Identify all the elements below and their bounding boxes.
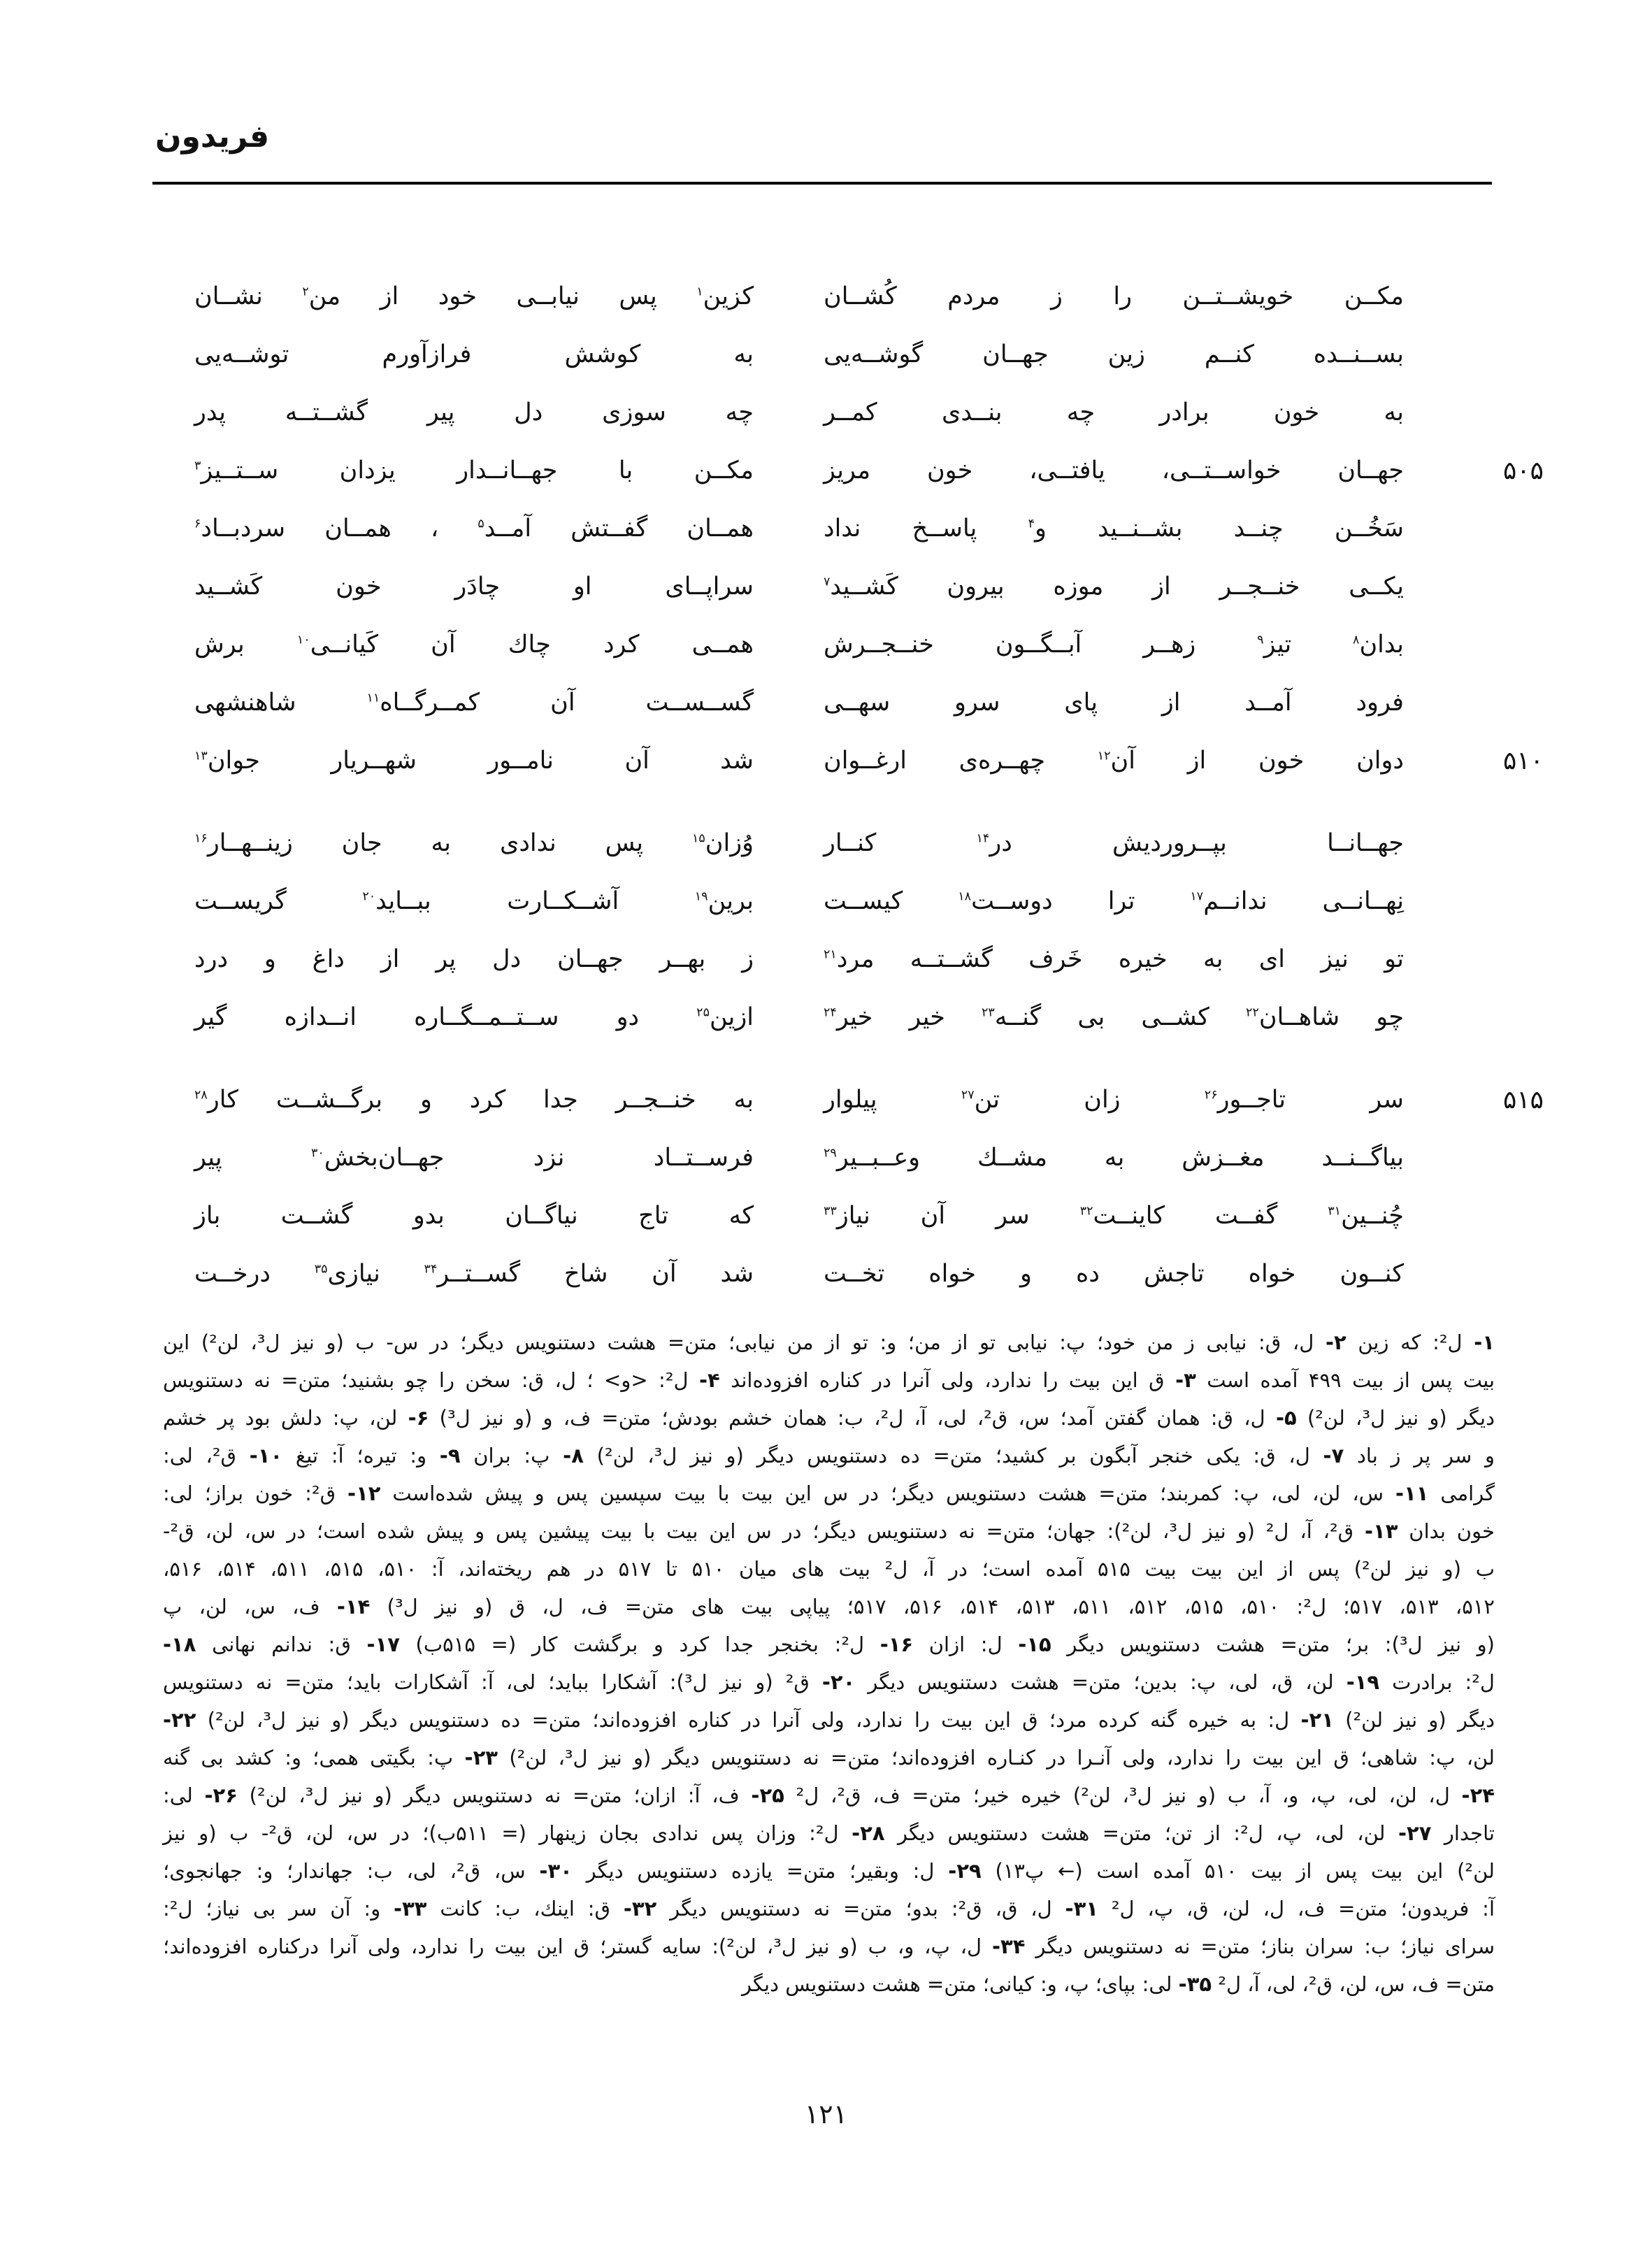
verse-number: ۵۱۰ — [1502, 747, 1544, 775]
couplet-row — [194, 268, 1544, 326]
hemistich-left: همــان گفــتش آمــد$^۵$ ، همــان سردبــاد$^۶$ — [194, 515, 754, 543]
hemistich-left: که تاج نیاگــان بدو گشــت باز — [194, 1202, 754, 1230]
hemistich-right: بســنــده کنــم زین جهــان گوشــه‌یی — [824, 340, 1404, 368]
couplet-row — [194, 558, 1544, 616]
couplet-row — [194, 1187, 1544, 1245]
hemistich-left: برین$^{۱۹}$ آشــکــارت ببــاید$^{۲۰}$ گریســت — [194, 887, 754, 915]
hemistich-left: ازین$^{۲۵}$ دو ســتــمــگــاره انــدازه گیر — [194, 1003, 754, 1031]
hemistich-right: بیاگــنــد مغــزش به مشــك وعــبــیر$^{۲۹}$ — [824, 1144, 1404, 1172]
couplet-row — [194, 1129, 1544, 1187]
couplet-row — [194, 814, 1544, 873]
hemistich-right: دوان خون از آن$^{۱۲}$ چهــره‌ی ارغــوان — [824, 747, 1404, 775]
hemistich-right: به خون برادر چه بنــدی کمــر — [824, 399, 1404, 426]
couplet-row — [194, 442, 1544, 500]
page-number: ۱۲۱ — [804, 2099, 848, 2130]
couplet-row — [194, 931, 1544, 989]
hemistich-left: چه سوزی دل پیر گشــتــه پدر — [194, 399, 754, 426]
couplet-row — [194, 674, 1544, 732]
hemistich-right: چُنــین$^{۳۱}$ گفــت کاینــت$^{۳۲}$ سر آن نیاز$^{۳۳}$ — [824, 1202, 1405, 1230]
apparatus-line: ۵۱۲، ۵۱۳، ۵۱۷؛ ل²: ۵۱۰، ۵۱۵، ۵۱۲، ۵۱۱، ۵۱۳، ۵۱۴، ۵۱۶، ۵۱۷؛ پیاپی بیت های متن= ف، ل، ق (و نیز ل³) ۱۴- ف، س، لن، پ — [163, 1595, 1495, 1618]
couplet-row — [194, 1071, 1544, 1129]
poem — [194, 268, 1544, 1303]
apparatus-line: گرامی ۱۱- س، لن، لی، پ: کمربند؛ متن= هشت دستنویس دیگر؛ در س این بیت با بیت سپسین پس و پیش شده‌است ۱۲- ق²: خون براز؛ لی: — [163, 1481, 1495, 1505]
hemistich-right: فرود آمــد از پای سرو سهــی — [824, 689, 1404, 717]
apparatus-line: آ: فریدون؛ متن= ف، ل، لن، ق، پ، ل² ۳۱- ل، ق، ق²: بدو؛ متن= نه دستنویس دیگر ۳۲- ق: اینك، ب: کانت ۳۳- و: آن سر بی نیاز؛ ل²: — [163, 1897, 1495, 1921]
hemistich-right: سَخُــن چنــد بشــنــید و$^۴$ پاســخ نداد — [824, 515, 1404, 543]
hemistich-right: نِهــانــی ندانــم$^{۱۷}$ ترا دوســت$^{۱۸}$ کیســت — [824, 887, 1404, 915]
apparatus-line: تاجدار ۲۷- لن، لی، پ، ل²: از تن؛ متن= هشت دستنویس دیگر ۲۸- ل²: وزان پس ندادی بجان زینهار (= ۵۱۱ب)؛ در س، لن، ق²- ب (و نیز — [163, 1821, 1495, 1845]
hemistich-left: سراپــای او چادَر خون کَشــید — [194, 573, 754, 601]
apparatus-line: ۲۴- ل، لن، لی، پ، و، آ، ب (و نیز ل³، لن²) خیره خیر؛ متن= ف، ق²، ل² ۲۵- ف، آ: ازان؛ متن= نه دستنویس دیگر (و نیز ل³، لن²) ۲۶- لی: — [163, 1783, 1495, 1807]
apparatus-line: لن²) این بیت پس از بیت ۵۱۰ آمده است (← پ۱۳) ۲۹- ل: وبقیر؛ متن= یازده دستنویس دیگر ۳۰- س، ق²، لی، ب: جهاندار؛ و: جهانجوی؛ — [163, 1859, 1495, 1883]
hemistich-left: به خنــجــر جدا کرد و برگــشــت کار$^{۲۸}$ — [194, 1086, 754, 1114]
hemistich-left: وُزان$^{۱۵}$ پس ندادی به جان زینــهــار$^{۱۶}$ — [194, 829, 754, 857]
hemistich-left: به کوشش فرازآورم توشــه‌یی — [194, 340, 754, 368]
hemistich-left: شد آن شاخ گســتــر$^{۳۴}$ نیازی$^{۳۵}$ درخــت — [194, 1260, 754, 1288]
apparatus-line: ۱- ل²: که زین ۲- ل، ق: نیابی ز من خود؛ پ: نیابی تو از من؛ و: تو از من نیابی؛ متن= هشت دستنویس دیگر؛ در س- ب (و نیز ل³، لن²) این — [163, 1330, 1495, 1354]
hemistich-left: گســســت آن کمــرگــاه$^{۱۱}$ شاهنشهی — [194, 689, 754, 717]
hemistich-right: کنــون خواه تاجش ده و خواه تخــت — [824, 1260, 1404, 1288]
hemistich-left: مکــن با جهــانــدار یزدان ســتــیز$^۳$ — [194, 457, 754, 484]
apparatus-line: (و نیز ل³): بر؛ متن= هشت دستنویس دیگر ۱۵- ل: ازان ۱۶- ل²: بخنجر جدا کرد و برگشت کار (= ۵۱۵ب) ۱۷- ق: ندانم نهانی ۱۸- — [163, 1632, 1495, 1656]
couplet-row — [194, 989, 1544, 1047]
stanza — [194, 268, 1544, 790]
verse-number: ۵۱۵ — [1502, 1086, 1544, 1114]
couplet-row — [194, 616, 1544, 674]
couplet-row — [194, 384, 1544, 442]
apparatus-line: متن= ف، س، لن، ق²، لی، آ، ل² ۳۵- لی: بپای؛ پ، و: کیانی؛ متن= هشت دستنویس دیگر — [742, 1972, 1495, 1996]
hemistich-right: تو نیز ای به خیره خَرف گشــتــه مرد$^{۲۱}$ — [824, 945, 1404, 973]
couplet-row — [194, 732, 1544, 790]
hemistich-right: مکــن خویشــتــن را ز مردم کُشــان — [824, 282, 1404, 310]
apparatus-line: لن، پ: شاهی؛ ق این بیت را ندارد، ولی آنـرا در کنـاره افزوده‌اند؛ متن= نه دستنویس دیگر (و نیز ل³، لن²) ۲۳- پ: بگیتی همی؛ و: کشد بی گنه — [163, 1746, 1495, 1770]
apparatus-line: و سر پر ز باد ۷- ل، ق: یکی خنجر آبگون بر کشید؛ متن= ده دستنویس دیگر (و نیز ل³، لن²) ۸- پ: بران ۹- و: تیره؛ آ: تیغ ۱۰- ق²، لی: — [163, 1444, 1495, 1467]
hemistich-left: کزین$^۱$ پس نیابــی خود از من$^۲$ نشــان — [194, 282, 754, 310]
hemistich-right: بدان$^۸$ تیز$^۹$ زهــر آبــگــون خنــجــرش — [824, 631, 1404, 659]
running-header: فریدون — [155, 119, 270, 155]
hemistich-right: جهــانــا بپــروردیش در$^{۱۴}$ کنــار — [824, 829, 1404, 857]
hemistich-left: شد آن نامــور شهــریار جوان$^{۱۳}$ — [194, 747, 754, 775]
apparatus-line: ب (و نیز لن²) پس از این بیت بیت ۵۱۵ آمده است؛ در آ، ل² بیت های میان ۵۱۰ تا ۵۱۷ در هم ریخته‌اند، آ: ۵۱۰، ۵۱۵، ۵۱۱، ۵۱۴، ۵۱۶، — [163, 1557, 1495, 1581]
hemistich-left: همــی کرد چاك آن کَیانــی$^{۱۰}$ برش — [194, 631, 754, 659]
stanza — [194, 814, 1544, 1047]
apparatus-line: بیت پس از بیت ۴۹۹ آمده است ۳- ق این بیت را ندارد، ولی آنرا در کناره افزوده‌اند ۴- ل²: <و> ؛ ل، ق: سخن را چو بشنید؛ متن= نه دستنویس — [163, 1368, 1495, 1392]
header-rule — [152, 182, 1492, 185]
couplet-row — [194, 873, 1544, 931]
hemistich-left: ز بهــر جهــان دل پر از داغ و درد — [194, 945, 754, 973]
couplet-row — [194, 500, 1544, 558]
hemistich-right: سر تاجــور$^{۲۶}$ زان تن$^{۲۷}$ پیلوار — [824, 1086, 1404, 1114]
hemistich-right: چو شاهــان$^{۲۲}$ کشــی بی گنــه$^{۲۳}$ خیر خیر$^{۲۴}$ — [824, 1003, 1404, 1031]
apparatus-line: سرای نیاز؛ ب: سران بناز؛ متن= نه دستنویس دیگر ۳۴- ل، پ، و، ب (و نیز ل³، لن²): سایه گستر؛ ق این بیت را ندارد، ولی آنرا درکناره افزوده‌اند؛ — [163, 1935, 1495, 1958]
verse-number: ۵۰۵ — [1502, 457, 1544, 485]
apparatus-line: دیگر (و نیز ل³، لن²) ۵- ل، ق: همان گفتن آمد؛ س، ق²، لی، آ، ل²، ب: همان خشم بودش؛ متن= ف، و (و نیز ل³) ۶- لن، پ: دلش بود پر خشم — [163, 1406, 1495, 1430]
hemistich-right: یکــی خنــجــر از موزه بیرون کَشــید$^۷$ — [824, 573, 1404, 601]
apparatus-line: دیگر (و نیز لن²) ۲۱- ل: به خیره گنه کرده مرد؛ ق این بیت را ندارد، ولی آنرا در کناره افزوده‌اند؛ متن= ده دستنویس دیگر (و نیز ل³، لن²) ۲۲- — [163, 1708, 1495, 1732]
hemistich-right: جهــان خواســتــی، یافتــی، خون مریز — [824, 457, 1404, 484]
couplet-row — [194, 1245, 1544, 1303]
hemistich-left: فرســتــاد نزد جهــان‌بخش$^{۳۰}$ پیر — [194, 1144, 754, 1172]
apparatus-line: ل²: برادرت ۱۹- لن، ق، لی، پ: بدین؛ متن= هشت دستنویس دیگر ۲۰- ق² (و نیز ل³): آشکارا بباید؛ لی، آ: آشکارات باید؛ متن= نه دستنویس — [163, 1670, 1495, 1694]
couplet-row — [194, 326, 1544, 384]
stanza — [194, 1071, 1544, 1303]
apparatus-line: خون بدان ۱۳- ق²، آ، ل² (و نیز ل³، لن²): جهان؛ متن= نه دستنویس دیگر؛ در س این بیت با بیت پیشین پس و پیش شده است؛ در س، لن، ق²- — [163, 1519, 1495, 1543]
critical-apparatus — [163, 1323, 1495, 2003]
